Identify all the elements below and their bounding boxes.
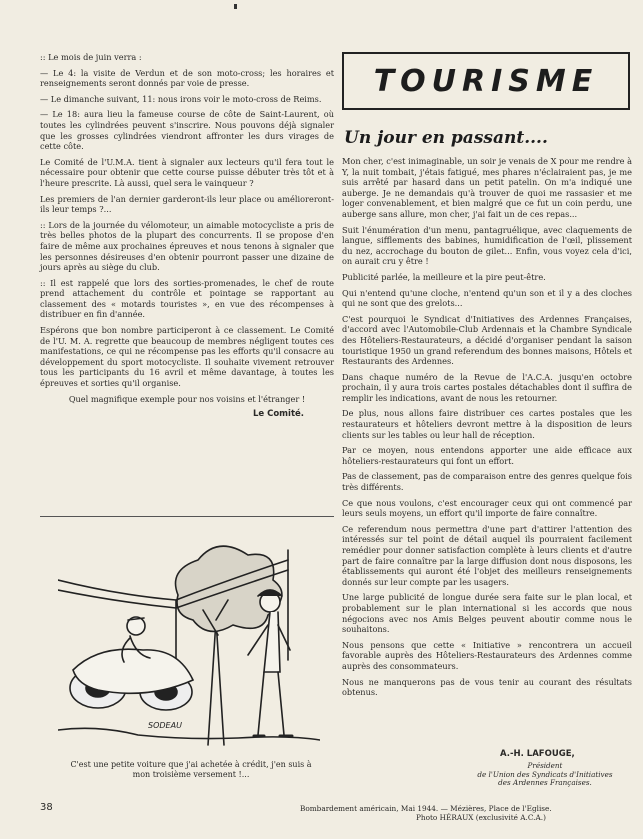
right-paragraph: Ce referendum nous permettra d'une part d'attirer l'attention des intéressés sur tel point de détail auquel ils pourraient facilement remédier pour donner satisfaction complète à leurs clients et d'autre part de faire connaître par la large diffusion dont nous disposons, les établissements qui auront été l'objet des meilleurs renseignements donnés sur leur compte par les usagers. bbox=[342, 523, 632, 587]
photo-credit bbox=[300, 804, 620, 823]
author-title-line: de l'Union des Syndicats d'Initiatives bbox=[477, 769, 613, 779]
page-number: 38 bbox=[40, 802, 53, 813]
photo-credit-line: Bombardement américain, Mai 1944. — Mézières, Place de l'Eglise. bbox=[300, 804, 552, 813]
right-paragraph: C'est pourquoi le Syndicat d'Initiatives des Ardennes Françaises, d'accord avec l'Automobile-Club Ardennais et la Chambre Syndicale des Hôteliers-Restaurateurs, a décidé d'organiser pendant la saison touristique 1950 un grand referendum des bonnes maisons, Hôtels et Restaurants des Ardennes. bbox=[342, 313, 632, 367]
right-paragraph: Suit l'énumération d'un menu, pantagruélique, avec claquements de langue, sifflements des babines, humidification de l'œil, plissement du nez, accrochage du bouton de gilet... Enfin, vous voyez cela d'ici, on aurait cru y être ! bbox=[342, 224, 632, 267]
left-paragraph: :: Le mois de juin verra : bbox=[40, 52, 142, 62]
left-paragraph: — Le 18: aura lieu la fameuse course de côte de Saint-Laurent, où toutes les cylindrées peuvent s'inscrire. Nous pouvons déjà signaler que les grosses cylindrées viendront affronter les durs virages de cette côte. bbox=[40, 109, 334, 152]
left-column bbox=[40, 52, 334, 419]
section-divider bbox=[40, 516, 334, 517]
left-paragraph: — Le dimanche suivant, 11: nous irons voir le moto-cross de Reims. bbox=[40, 93, 322, 104]
right-paragraph: Par ce moyen, nous entendons apporter une aide efficace aux hôteliers-restaurateurs qui font un effort. bbox=[342, 445, 632, 466]
author-title bbox=[460, 762, 630, 788]
author-name: A.-H. LAFOUGE, bbox=[500, 749, 575, 759]
right-paragraph: Une large publicité de longue durée sera faite sur le plan local, et probablement sur le plan international si les accords que nous négocions avec nos Amis Belges peuvent aboutir comme nous le souhaitons. bbox=[342, 592, 632, 635]
cartoonist-signature: SODEAU bbox=[148, 721, 182, 730]
left-paragraph: Quel magnifique exemple pour nos voisins et l'étranger ! bbox=[68, 393, 306, 404]
left-paragraph: :: Il est rappelé que lors des sorties-promenades, le chef de route prend attachement du contrôle et pointage se rapportant au classement des « motards touristes », en vue des récompenses à distribuer en fin d'année. bbox=[40, 277, 334, 320]
right-column bbox=[342, 156, 632, 703]
page-mark bbox=[234, 4, 237, 9]
right-paragraph: Publicité parlée, la meilleure et la pire peut-être. bbox=[342, 271, 546, 282]
photo-credit-line: Photo HÉRAUX (exclusivité A.C.A.) bbox=[416, 813, 546, 823]
author-title-line: Président bbox=[527, 761, 563, 770]
right-paragraph: Dans chaque numéro de la Revue de l'A.C.A. jusqu'en octobre prochain, il y aura trois cartes postales détachables dont il suffira de remplir les indications, avant de nous les retourner. bbox=[342, 371, 632, 403]
section-title-box bbox=[342, 52, 630, 110]
article-headline: Un jour en passant.... bbox=[344, 128, 548, 148]
right-paragraph: Nous pensons que cette « Initiative » rencontrera un accueil favorable auprès des Hôteliers-Restaurateurs des Ardennes comme auprès des consommateurs. bbox=[342, 639, 632, 671]
left-paragraph: Espérons que bon nombre participeront à ce classement. Le Comité de l'U. M. A. regrette que beaucoup de membres négligent toutes ces manifestations, ce qui ne récompense pas les efforts qu'il consacre au développement du sport motocycliste. Il souhaite vivement retrouver tous les participants du 16 avril et même davantage, à toutes les épreuves et sorties qu'il organise. bbox=[40, 325, 334, 389]
left-paragraph: Le Comité de l'U.M.A. tient à signaler aux lecteurs qu'il fera tout le nécessaire pour obtenir que cette course puisse débuter très tôt et à l'heure prescrite. Là aussi, quel sera le vainqueur ? bbox=[40, 156, 334, 188]
left-paragraph: Les premiers de l'an dernier garderont-ils leur place ou amélioreront-ils leur temps ?... bbox=[40, 193, 334, 215]
cartoon-caption: C'est une petite voiture que j'ai achetée à crédit, j'en suis à mon troisième versement !... bbox=[70, 760, 312, 779]
right-paragraph: Nous ne manquerons pas de vous tenir au courant des résultats obtenus. bbox=[342, 676, 632, 698]
left-paragraph: :: Lors de la journée du vélomoteur, un aimable motocycliste a pris de très belles photos de la plupart des concurrents. Il se propose d'en faire de même aux prochaines épreuves et nous tenons à signaler que les personnes désireuses d'en obtenir pourront passer une dizaine de jours après au siège du club. bbox=[40, 219, 334, 273]
left-paragraph: — Le 4: la visite de Verdun et de son moto-cross; les horaires et renseignements seront donnés par voie de presse. bbox=[40, 67, 334, 89]
right-paragraph: Qui n'entend qu'une cloche, n'entend qu'un son et il y a des cloches qui ne sont que des grelots... bbox=[342, 287, 632, 309]
right-paragraph: Ce que nous voulons, c'est encourager ceux qui ont commencé par leurs seuls moyens, un effort qu'il importe de faire connaître. bbox=[342, 497, 632, 519]
right-paragraph: De plus, nous allons faire distribuer ces cartes postales que les restaurateurs et hôteliers devront mettre à la disposition de leurs clients sur les tables ou leur hall de réception. bbox=[342, 408, 632, 440]
author-title-line: des Ardennes Françaises. bbox=[498, 778, 592, 788]
section-title: TOURISME bbox=[373, 63, 599, 99]
right-paragraph: Pas de classement, pas de comparaison entre des genres quelque fois très différents. bbox=[342, 471, 632, 493]
right-paragraph: Mon cher, c'est inimaginable, un soir je venais de X pour me rendre à Y, la nuit tombait, j'étais fatigué, mes phares n'éclairaient pas, je me suis arrêté par hasard dans un petit patelin. On m'a indiqué une auberge. Je ne demandais qu'à trouver de quoi me rassasier et me loger convenablement, et bien malgré que ce fut un coin perdu, une auberge sans allure, mon cher, j'ai fait un de ces repas... bbox=[342, 156, 632, 219]
committee-signature: Le Comité. bbox=[252, 409, 304, 420]
cartoon-illustration bbox=[58, 540, 320, 750]
